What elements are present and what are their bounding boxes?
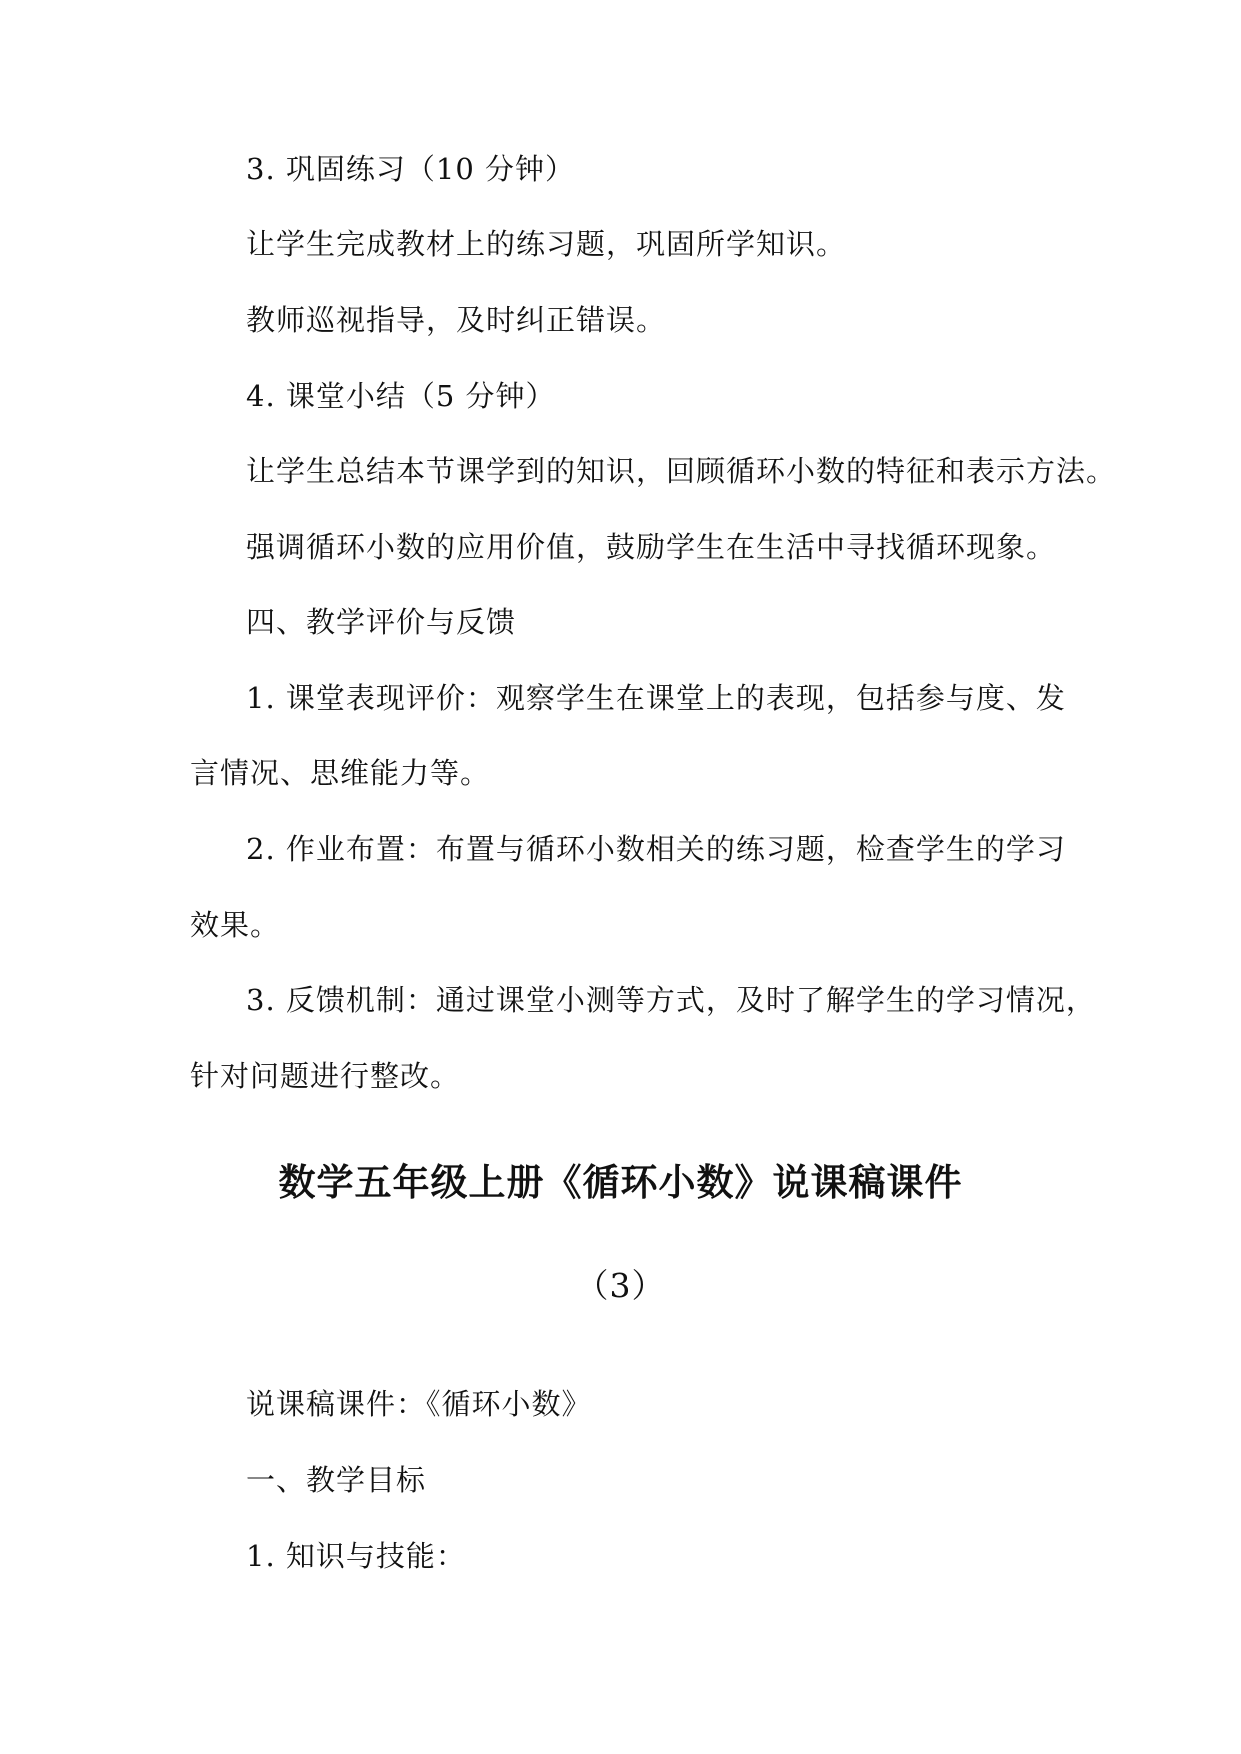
objectives-heading: 一、教学目标 [246,1463,427,1497]
summary-item-1: 让学生总结本节课学到的知识，回顾循环小数的特征和表示方法。 [246,454,1117,488]
evaluation-item-1-line-1: 1. 课堂表现评价：观察学生在课堂上的表现，包括参与度、发 [246,681,1066,715]
document-title-number: （3） [575,1266,666,1305]
practice-item-2: 教师巡视指导，及时纠正错误。 [246,303,667,337]
courseware-title-line: 说课稿课件：《循环小数》 [246,1387,592,1421]
evaluation-item-2-line-1: 2. 作业布置：布置与循环小数相关的练习题，检查学生的学习 [246,832,1066,866]
summary-heading: 4. 课堂小结（5 分钟） [246,379,556,413]
practice-heading: 3. 巩固练习（10 分钟） [246,152,576,186]
evaluation-item-1-line-2: 言情况、思维能力等。 [190,756,491,790]
document-title: 数学五年级上册《循环小数》说课稿课件 [278,1160,963,1204]
evaluation-heading: 四、教学评价与反馈 [246,605,517,639]
knowledge-skills-heading: 1. 知识与技能： [246,1539,466,1573]
practice-item-1: 让学生完成教材上的练习题，巩固所学知识。 [246,227,847,261]
evaluation-item-3-line-2: 针对问题进行整改。 [190,1059,461,1093]
summary-item-2: 强调循环小数的应用价值，鼓励学生在生活中寻找循环现象。 [246,530,1057,564]
evaluation-item-3-line-1: 3. 反馈机制：通过课堂小测等方式，及时了解学生的学习情况， [246,983,1096,1017]
evaluation-item-2-line-2: 效果。 [190,908,281,942]
